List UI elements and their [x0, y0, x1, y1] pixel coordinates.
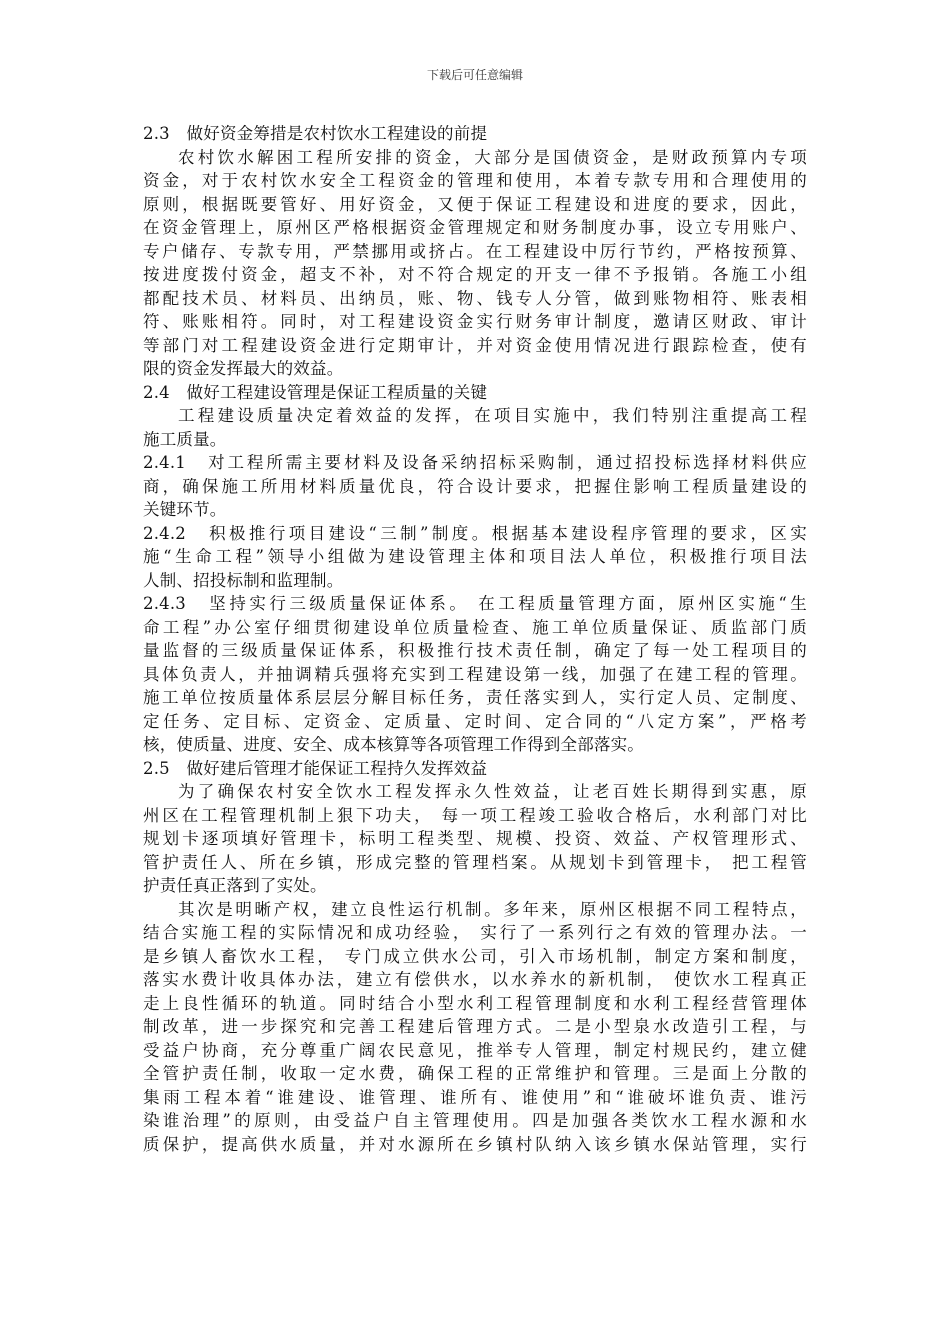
text-line: 走上良性循环的轨道。同时结合小型水利工程管理制度和水利工程经营管理体 [143, 993, 807, 1013]
text-line: 全管护责任制，收取一定水费，确保工程的正常维护和管理。三是面上分散的 [143, 1064, 807, 1083]
text-line: 量监督的三级质量保证体系，积极推行技术责任制，确定了每一处工程项目的 [143, 641, 807, 660]
text-line: 人制、招投标制和监理制。 [143, 570, 344, 590]
text-line: 结合实施工程的实际情况和成功经验， 实行了一系列行之有效的管理办法。一 [143, 923, 807, 942]
text-line: 制改革，进一步探究和完善工程建后管理方式。二是小型泉水改造引工程，与 [143, 1017, 807, 1036]
text-line: 资金，对于农村饮水安全工程资金的管理和使用，本着专款专用和合理使用的 [143, 171, 807, 190]
text-line: 2.4 做好工程建设管理是保证工程质量的关键 [143, 382, 488, 402]
text-line: 集雨工程本着“谁建设、谁管理、谁所有、谁使用”和“谁破坏谁负责、谁污 [143, 1087, 807, 1107]
text-line: 2.4.3 坚持实行三级质量保证体系。 在工程质量管理方面，原州区实施“生 [143, 594, 807, 613]
text-line: 质保护，提高供水质量，并对水源所在乡镇村队纳入该乡镇水保站管理，实行 [143, 1134, 807, 1154]
text-line: 2.5 做好建后管理才能保证工程持久发挥效益 [143, 758, 488, 778]
document-body [143, 122, 807, 1156]
text-line: 州区在工程管理机制上狠下功夫， 每一项工程竣工验收合格后，水利部门对比 [143, 805, 807, 825]
text-line: 是乡镇人畜饮水工程， 专门成立供水公司，引入市场机制，制定方案和制度， [143, 946, 807, 966]
text-line: 原则，根据既要管好、用好资金，又便于保证工程建设和进度的要求，因此， [143, 194, 807, 214]
text-line: 其次是明晰产权，建立良性运行机制。多年来，原州区根据不同工程特点， [178, 899, 807, 919]
text-line: 按进度拨付资金，超支不补，对不符合规定的开支一律不予报销。各施工小组 [143, 265, 807, 284]
text-line: 2.4.1 对工程所需主要材料及设备采纳招标采购制，通过招投标选择材料供应 [143, 453, 807, 472]
text-line: 核，使质量、进度、安全、成本核算等各项管理工作得到全部落实。 [143, 735, 644, 754]
text-line: 为了确保农村安全饮水工程发挥永久性效益，让老百姓长期得到实惠，原 [178, 782, 807, 801]
text-line: 具体负责人，并抽调精兵强将充实到工程建设第一线，加强了在建工程的管理。 [143, 664, 807, 684]
text-line: 符、账账相符。同时，对工程建设资金实行财务审计制度，邀请区财政、审计 [143, 312, 807, 331]
text-line: 工程建设质量决定着效益的发挥，在项目实施中，我们特别注重提高工程 [178, 406, 807, 425]
page-header: 下载后可任意编辑 [426, 68, 523, 82]
text-line: 染谁治理”的原则，由受益户自主管理使用。四是加强各类饮水工程水源和水 [143, 1111, 807, 1130]
text-line: 2.3 做好资金筹措是农村饮水工程建设的前提 [143, 124, 488, 143]
text-line: 专户储存、专款专用，严禁挪用或挤占。在工程建设中厉行节约，严格按预算、 [143, 241, 807, 261]
text-line: 管护责任人、所在乡镇，形成完整的管理档案。从规划卡到管理卡， 把工程管 [143, 852, 807, 872]
text-line: 护责任真正落到了实处。 [143, 876, 327, 895]
text-line: 商，确保施工所用材料质量优良，符合设计要求，把握住影响工程质量建设的 [143, 476, 807, 496]
text-line: 施“生命工程”领导小组做为建设管理主体和项目法人单位，积极推行项目法 [143, 547, 807, 566]
text-line: 都配技术员、材料员、出纳员，账、物、钱专人分管，做到账物相符、账表相 [143, 288, 807, 308]
text-line: 命工程”办公室仔细贯彻建设单位质量检查、施工单位质量保证、质监部门质 [143, 617, 807, 637]
text-line: 农村饮水解困工程所安排的资金，大部分是国债资金，是财政预算内专项 [178, 147, 807, 167]
text-line: 限的资金发挥最大的效益。 [143, 359, 344, 378]
text-line: 施工质量。 [143, 429, 227, 449]
text-line: 规划卡逐项填好管理卡，标明工程类型、规模、投资、效益、产权管理形式、 [143, 829, 807, 848]
text-line: 受益户协商，充分尊重广阔农民意见，推举专人管理，制定村规民约，建立健 [143, 1040, 807, 1060]
text-line: 施工单位按质量体系层层分解目标任务，责任落实到人，实行定人员、定制度、 [143, 688, 807, 707]
text-line: 等部门对工程建设资金进行定期审计，并对资金使用情况进行跟踪检查，使有 [143, 335, 807, 355]
text-line: 落实水费计收具体办法，建立有偿供水，以水养水的新机制， 使饮水工程真正 [143, 970, 807, 989]
text-line: 2.4.2 积极推行项目建设“三制”制度。根据基本建设程序管理的要求，区实 [143, 523, 807, 543]
text-line: 定任务、定目标、定资金、定质量、定时间、定合同的“八定方案”，严格考 [143, 711, 807, 731]
text-line: 在资金管理上，原州区严格根据资金管理规定和财务制度办事，设立专用账户、 [143, 218, 807, 237]
text-line: 关键环节。 [143, 500, 227, 519]
